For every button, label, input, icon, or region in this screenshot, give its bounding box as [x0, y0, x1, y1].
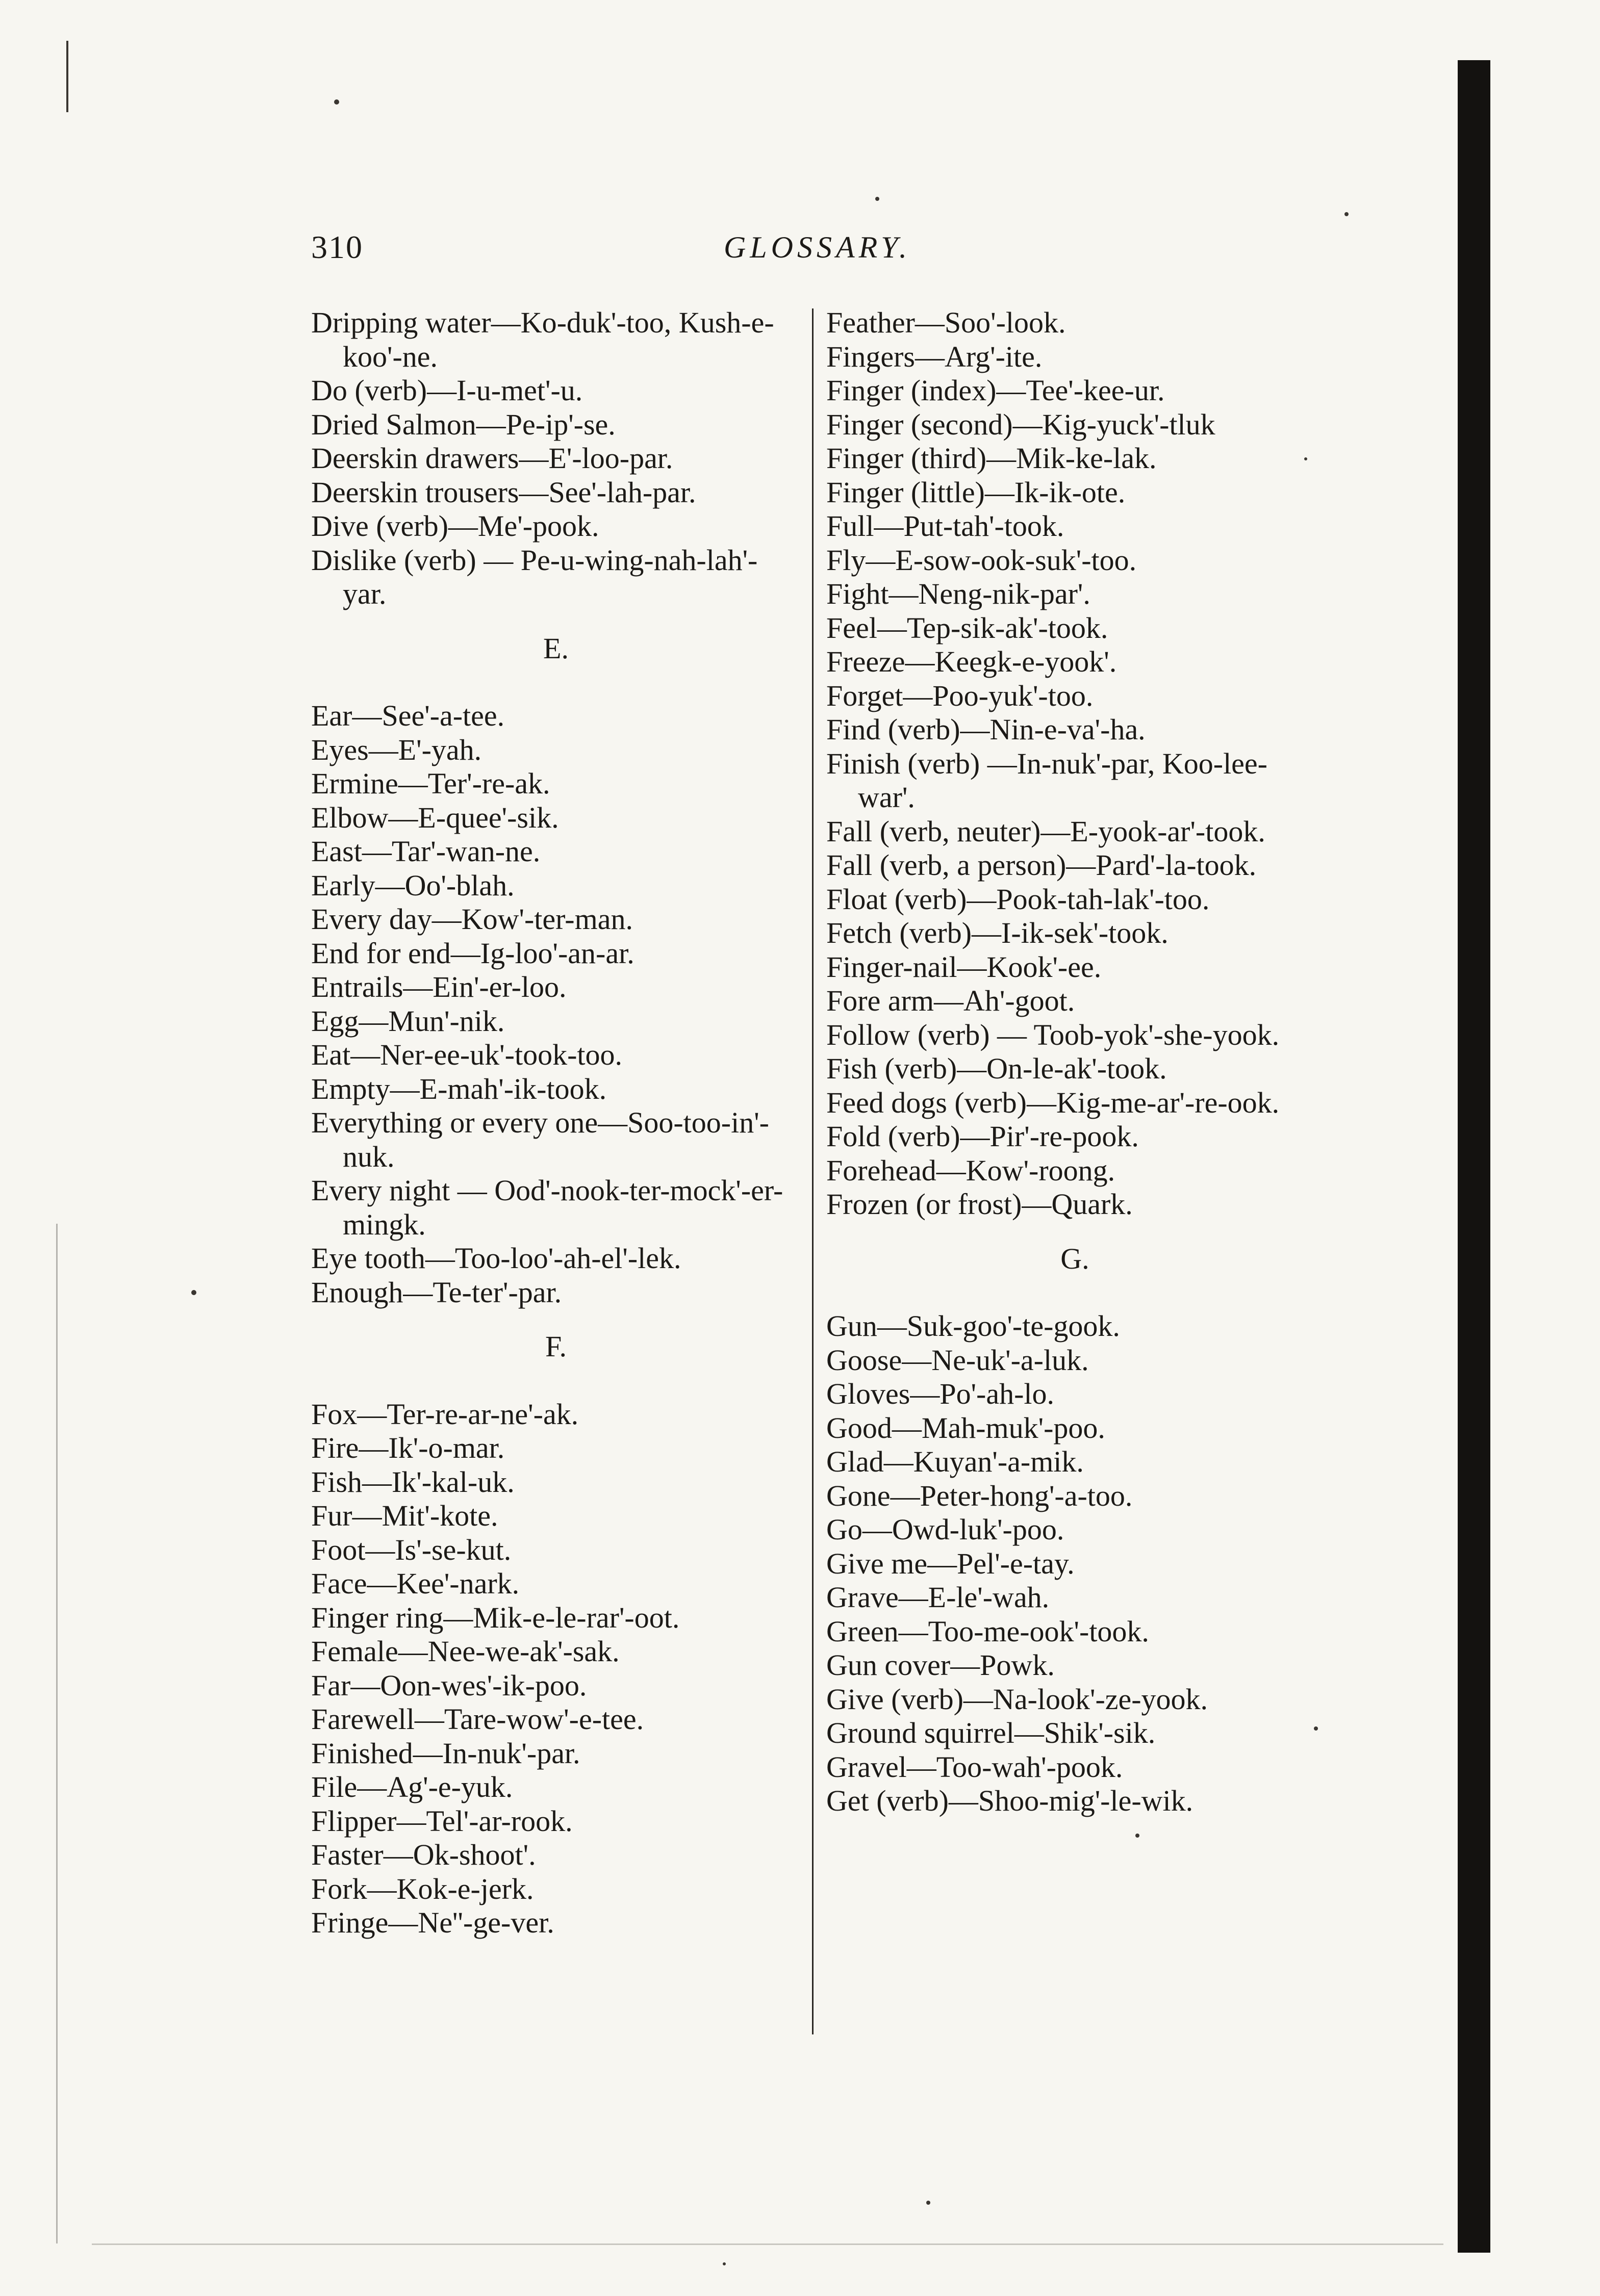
- glossary-entry: Deerskin drawers—E'-loo-par.: [311, 442, 673, 475]
- column-divider: [812, 308, 814, 2034]
- glossary-entry: Fetch (verb)—I-ik-sek'-took.: [826, 916, 1169, 949]
- glossary-entry: Fox—Ter-re-ar-ne'-ak.: [311, 1397, 579, 1431]
- glossary-entry: End for end—Ig-loo'-an-ar.: [311, 936, 634, 970]
- glossary-entry: Give (verb)—Na-look'-ze-yook.: [826, 1682, 1208, 1716]
- glossary-entry: Float (verb)—Pook-tah-lak'-too.: [826, 882, 1210, 916]
- glossary-entry: Flipper—Tel'-ar-rook.: [311, 1804, 573, 1838]
- glossary-entry: Fore arm—Ah'-goot.: [826, 984, 1075, 1017]
- glossary-entry: Fall (verb, a person)—Pard'-la-took.: [826, 848, 1257, 882]
- glossary-entry: Fire—Ik'-o-mar.: [311, 1431, 505, 1464]
- glossary-entry: Gun cover—Powk.: [826, 1648, 1055, 1682]
- glossary-entry: Finish (verb) —In-nuk'-par, Koo-lee-war'.: [826, 746, 1267, 814]
- glossary-entry: Freeze—Keegk-e-yook'.: [826, 645, 1117, 678]
- glossary-column-left: [311, 306, 801, 1940]
- glossary-entry: Fall (verb, neuter)—E-yook-ar'-took.: [826, 814, 1265, 848]
- glossary-entry: Farewell—Tare-wow'-e-tee.: [311, 1702, 644, 1736]
- glossary-entry: Faster—Ok-shoot'.: [311, 1838, 536, 1871]
- glossary-entry: Female—Nee-we-ak'-sak.: [311, 1635, 620, 1668]
- section-letter: G.: [1060, 1242, 1089, 1275]
- glossary-entry: Every night — Ood'-nook-ter-mock'-er-mingk.: [311, 1174, 783, 1241]
- glossary-entry: Good—Mah-muk'-poo.: [826, 1411, 1105, 1444]
- glossary-entry: Do (verb)—I-u-met'-u.: [311, 374, 583, 407]
- page-number: 310: [311, 229, 363, 265]
- page-header: [311, 224, 1324, 270]
- glossary-entry: Give me—Pel'-e-tay.: [826, 1546, 1075, 1580]
- glossary-entry: Elbow—E-quee'-sik.: [311, 801, 559, 834]
- glossary-entry: Far—Oon-wes'-ik-poo.: [311, 1668, 587, 1702]
- glossary-entry: Green—Too-me-ook'-took.: [826, 1614, 1149, 1648]
- glossary-entry: Finger (index)—Tee'-kee-ur.: [826, 374, 1165, 407]
- glossary-entry: Fringe—Ne''-ge-ver.: [311, 1906, 554, 1939]
- glossary-entry: Frozen (or frost)—Quark.: [826, 1188, 1133, 1221]
- section-letter: E.: [543, 631, 569, 665]
- glossary-entry: Full—Put-tah'-took.: [826, 509, 1064, 543]
- glossary-entry: Glad—Kuyan'-a-mik.: [826, 1445, 1084, 1478]
- glossary-entry: Deerskin trousers—See'-lah-par.: [311, 475, 696, 509]
- glossary-entry: Ear—See'-a-tee.: [311, 699, 505, 732]
- glossary-column-right: [826, 306, 1324, 1818]
- glossary-entry: Feed dogs (verb)—Kig-me-ar'-re-ook.: [826, 1086, 1280, 1119]
- glossary-entry: Dripping water—Ko-duk'-too, Kush-e-koo'-ne.: [311, 306, 774, 373]
- glossary-entry: File—Ag'-e-yuk.: [311, 1770, 513, 1803]
- glossary-entry: Forehead—Kow'-roong.: [826, 1153, 1115, 1187]
- glossary-entry: Fight—Neng-nik-par'.: [826, 577, 1090, 610]
- glossary-entry: Gloves—Po'-ah-lo.: [826, 1377, 1055, 1410]
- glossary-entry: Forget—Poo-yuk'-too.: [826, 679, 1094, 712]
- glossary-entry: Finger-nail—Kook'-ee.: [826, 950, 1102, 984]
- section-letter: F.: [545, 1330, 567, 1363]
- glossary-entry: Face—Kee'-nark.: [311, 1567, 520, 1600]
- glossary-entry: Eyes—E'-yah.: [311, 733, 482, 766]
- glossary-entry: Follow (verb) — Toob-yok'-she-yook.: [826, 1018, 1280, 1051]
- glossary-entry: Empty—E-mah'-ik-took.: [311, 1072, 607, 1105]
- glossary-entry: Finger (little)—Ik-ik-ote.: [826, 475, 1126, 509]
- page-edge-shadow: [1458, 60, 1490, 2253]
- glossary-entry: Gravel—Too-wah'-pook.: [826, 1750, 1123, 1784]
- glossary-entry: Gun—Suk-goo'-te-gook.: [826, 1309, 1120, 1343]
- glossary-entry: Get (verb)—Shoo-mig'-le-wik.: [826, 1784, 1193, 1817]
- glossary-entry: Fingers—Arg'-ite.: [826, 340, 1043, 373]
- glossary-entry: Everything or every one—Soo-too-in'-nuk.: [311, 1106, 769, 1173]
- glossary-entry: Ermine—Ter'-re-ak.: [311, 767, 550, 800]
- running-title: GLOSSARY.: [723, 230, 911, 264]
- glossary-entry: Dried Salmon—Pe-ip'-se.: [311, 407, 616, 441]
- glossary-entry: Egg—Mun'-nik.: [311, 1004, 505, 1038]
- glossary-entry: Fold (verb)—Pir'-re-pook.: [826, 1120, 1139, 1153]
- glossary-entry: Finished—In-nuk'-par.: [311, 1736, 580, 1770]
- glossary-entry: Entrails—Ein'-er-loo.: [311, 970, 567, 1003]
- glossary-entry: Dislike (verb) — Pe-u-wing-nah-lah'-yar.: [311, 543, 758, 610]
- glossary-entry: Early—Oo'-blah.: [311, 868, 515, 902]
- glossary-entry: Fish (verb)—On-le-ak'-took.: [826, 1052, 1167, 1085]
- glossary-entry: Foot—Is'-se-kut.: [311, 1533, 512, 1566]
- glossary-entry: Every day—Kow'-ter-man.: [311, 902, 633, 936]
- glossary-entry: Eye tooth—Too-loo'-ah-el'-lek.: [311, 1242, 681, 1275]
- glossary-entry: Goose—Ne-uk'-a-luk.: [826, 1343, 1089, 1377]
- glossary-entry: Feel—Tep-sik-ak'-took.: [826, 611, 1108, 644]
- glossary-entry: East—Tar'-wan-ne.: [311, 835, 541, 868]
- glossary-entry: Dive (verb)—Me'-pook.: [311, 509, 599, 543]
- glossary-entry: Grave—E-le'-wah.: [826, 1581, 1050, 1614]
- glossary-entry: Gone—Peter-hong'-a-too.: [826, 1479, 1133, 1512]
- glossary-entry: Ground squirrel—Shik'-sik.: [826, 1716, 1156, 1749]
- glossary-entry: Fly—E-sow-ook-suk'-too.: [826, 543, 1137, 577]
- glossary-entry: Feather—Soo'-look.: [826, 306, 1066, 339]
- glossary-entry: Eat—Ner-ee-uk'-took-too.: [311, 1038, 622, 1071]
- glossary-entry: Finger ring—Mik-e-le-rar'-oot.: [311, 1601, 680, 1634]
- glossary-entry: Fur—Mit'-kote.: [311, 1499, 498, 1532]
- glossary-entry: Finger (second)—Kig-yuck'-tluk: [826, 407, 1215, 441]
- glossary-entry: Finger (third)—Mik-ke-lak.: [826, 442, 1157, 475]
- glossary-entry: Find (verb)—Nin-e-va'-ha.: [826, 713, 1146, 746]
- glossary-entry: Go—Owd-luk'-poo.: [826, 1513, 1064, 1546]
- glossary-entry: Fork—Kok-e-jerk.: [311, 1872, 534, 1905]
- glossary-entry: Fish—Ik'-kal-uk.: [311, 1465, 515, 1499]
- glossary-entry: Enough—Te-ter'-par.: [311, 1275, 562, 1309]
